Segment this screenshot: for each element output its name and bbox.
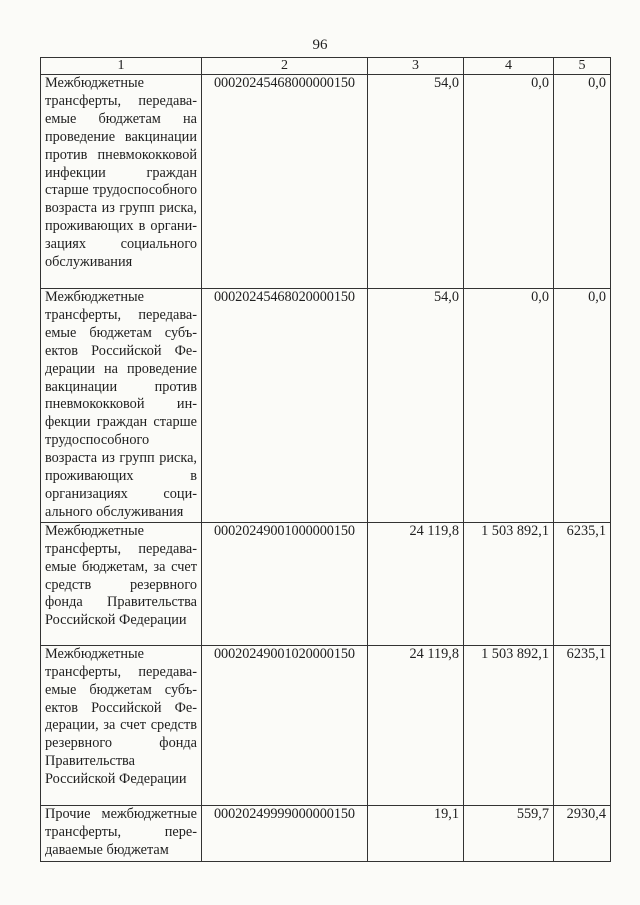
- column-header-3: 3: [368, 58, 464, 75]
- row-name: Межбюджетные трансферты, передаваемые бюджетам на проведение вакцинации против пневмококковой инфекции граждан старше трудоспособного возраста из групп риска, проживающих в организациях социального обслуживания: [41, 75, 202, 289]
- row-name: Межбюджетные трансферты, передаваемые бюджетам, за счет средств резервного фонда Правительства Российской Федерации: [41, 522, 202, 645]
- row-code: 00020249999000000150: [202, 805, 368, 861]
- table-row: [41, 522, 611, 645]
- row-col5-value: 2930,4: [554, 805, 611, 861]
- column-header-1: 1: [41, 58, 202, 75]
- column-header-2: 2: [202, 58, 368, 75]
- row-col3-value: 54,0: [368, 75, 464, 289]
- row-name: Межбюджетные трансферты, передаваемые бюджетам субъектов Российской Федерации, за счет средств резервного фонда Правительства Российской Федерации: [41, 645, 202, 805]
- table-header-row: [41, 58, 611, 75]
- row-code: 00020249001000000150: [202, 522, 368, 645]
- row-col4-value: 0,0: [464, 75, 554, 289]
- row-col3-value: 19,1: [368, 805, 464, 861]
- row-col5-value: 0,0: [554, 289, 611, 523]
- column-header-4: 4: [464, 58, 554, 75]
- table-row: [41, 645, 611, 805]
- row-col4-value: 559,7: [464, 805, 554, 861]
- row-col4-value: 1 503 892,1: [464, 645, 554, 805]
- row-col3-value: 24 119,8: [368, 645, 464, 805]
- table-row: [41, 805, 611, 861]
- row-col4-value: 0,0: [464, 289, 554, 523]
- row-col3-value: 54,0: [368, 289, 464, 523]
- column-header-5: 5: [554, 58, 611, 75]
- row-col4-value: 1 503 892,1: [464, 522, 554, 645]
- table-row: [41, 289, 611, 523]
- row-name: Межбюджетные трансферты, передаваемые бюджетам субъектов Российской Федерации на проведение вакцинации против пневмококковой инфекции граждан старше трудоспособного возраста из групп риска, проживающих в организациях социального обслуживания: [41, 289, 202, 523]
- row-col5-value: 6235,1: [554, 645, 611, 805]
- row-name: Прочие межбюджетные трансферты, передаваемые бюджетам: [41, 805, 202, 861]
- row-code: 00020249001020000150: [202, 645, 368, 805]
- row-col5-value: 6235,1: [554, 522, 611, 645]
- table-row: [41, 75, 611, 289]
- row-code: 00020245468020000150: [202, 289, 368, 523]
- row-code: 00020245468000000150: [202, 75, 368, 289]
- budget-table: [40, 57, 611, 862]
- row-col5-value: 0,0: [554, 75, 611, 289]
- row-col3-value: 24 119,8: [368, 522, 464, 645]
- page-number: 96: [312, 37, 328, 53]
